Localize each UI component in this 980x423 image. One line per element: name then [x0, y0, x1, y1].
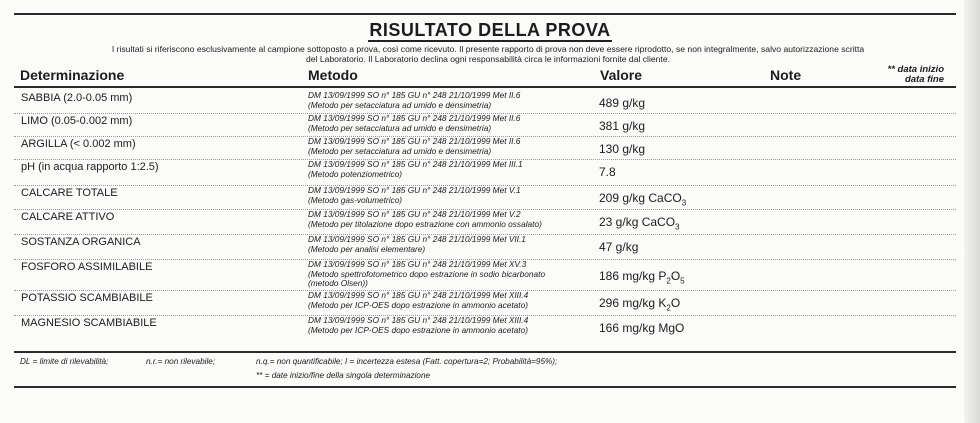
page-edge-shadow	[964, 0, 980, 423]
disclaimer-line-1: I risultati si riferiscono esclusivamente al campione sottoposto a prova, così come ricevuto. Il presente rapporto di prova non deve essere riprodotto, se non integralmente, salvo autorizzazione scritta	[111, 44, 865, 54]
determination-name: CALCARE ATTIVO	[21, 211, 115, 223]
result-value: 489 g/kg	[599, 96, 646, 110]
table-row	[14, 235, 956, 260]
method-text	[308, 137, 520, 156]
method-reference: DM 13/09/1999 SO n° 185 GU n° 248 21/10/1999 Met II.6	[308, 136, 521, 146]
method-reference: DM 13/09/1999 SO n° 185 GU n° 248 21/10/1999 Met V.2	[308, 209, 521, 219]
method-reference: DM 13/09/1999 SO n° 185 GU n° 248 21/10/1999 Met XIII.4	[308, 315, 529, 325]
table-row	[14, 316, 956, 342]
footer-dates: ** = date inizio/fine della singola determinazione	[256, 371, 431, 380]
result-value-cell	[599, 165, 616, 179]
method-description: (Metodo gas-volumetrico)	[308, 194, 403, 205]
method-reference: DM 13/09/1999 SO n° 185 GU n° 248 21/10/1999 Met II.6	[308, 90, 521, 100]
table-row	[14, 260, 956, 291]
determination-name: FOSFORO ASSIMILABILE	[21, 261, 153, 273]
footer-rule	[14, 386, 956, 388]
table-row	[14, 137, 956, 160]
method-reference: DM 13/09/1999 SO n° 185 GU n° 248 21/10/1999 Met III.1	[308, 159, 523, 169]
table-row	[14, 186, 956, 210]
method-text	[308, 316, 528, 335]
result-value-suffix: O	[670, 296, 681, 310]
table-row	[14, 160, 956, 186]
result-value: 7.8	[599, 165, 616, 179]
determination-name: ARGILLA (< 0.002 mm)	[21, 138, 136, 150]
method-reference: DM 13/09/1999 SO n° 185 GU n° 248 21/10/1999 Met XIII.4	[308, 290, 529, 300]
method-description: (Metodo per setacciatura ad umido e densimetria)	[308, 145, 492, 156]
method-text	[308, 210, 542, 229]
determination-name: pH (in acqua rapporto 1:2.5)	[21, 161, 159, 173]
result-value: 166 mg/kg MgO	[599, 321, 685, 335]
table-row	[14, 291, 956, 316]
disclaimer-line-2: del Laboratorio. Il Laboratorio declina ogni responsabilità circa le informazioni fornite dal cliente.	[305, 54, 670, 64]
result-value-cell	[599, 240, 638, 254]
result-value: 130 g/kg	[599, 142, 646, 156]
report-title-text: RISULTATO DELLA PROVA	[369, 20, 611, 40]
report-title	[0, 20, 980, 41]
method-description: (Metodo per titolazione dopo estrazione con ammonio ossalato)	[308, 218, 542, 229]
result-value-suffix: O	[670, 269, 681, 283]
result-value-subscript: 2	[666, 276, 671, 286]
method-text	[308, 114, 520, 133]
determination-name: CALCARE TOTALE	[21, 187, 118, 199]
method-description: (Metodo per ICP-OES dopo estrazione in ammonio acetato)	[308, 324, 528, 335]
method-description-cont: (metodo Olsen))	[308, 278, 368, 288]
table-row	[14, 91, 956, 114]
result-value-cell	[599, 96, 645, 110]
header-valore: Valore	[600, 67, 643, 83]
result-value: 186 mg/kg P	[599, 269, 667, 283]
result-value: 381 g/kg	[599, 119, 646, 133]
footer-nq: n.q.= non quantificabile; I = incertezza estesa (Fatt. copertura=2; Probabilità=95%);	[256, 357, 558, 366]
determination-name: SOSTANZA ORGANICA	[21, 236, 141, 248]
result-value: 296 mg/kg K	[599, 296, 667, 310]
result-value-cell	[599, 215, 680, 231]
header-metodo: Metodo	[308, 67, 358, 83]
table-row	[14, 210, 956, 235]
method-text	[308, 186, 521, 205]
result-value: 23 g/kg CaCO	[599, 215, 676, 229]
footer-dl: DL = limite di rilevabilità;	[20, 357, 109, 366]
result-value-cell	[599, 191, 686, 207]
header-date-end: data fine	[904, 74, 944, 85]
determination-name: POTASSIO SCAMBIABILE	[21, 292, 153, 304]
method-reference: DM 13/09/1999 SO n° 185 GU n° 248 21/10/1999 Met II.6	[308, 113, 521, 123]
header-rule	[14, 86, 956, 88]
table-bottom-rule	[14, 351, 956, 353]
method-text	[308, 235, 526, 254]
method-description: (Metodo per setacciatura ad umido e densimetria)	[308, 99, 492, 110]
header-date-start: ** data inizio	[887, 64, 944, 75]
determination-name: LIMO (0.05-0.002 mm)	[21, 115, 133, 127]
method-text	[308, 160, 523, 179]
result-value: 209 g/kg CaCO	[599, 191, 682, 205]
method-text	[308, 291, 528, 310]
header-determinazione: Determinazione	[20, 67, 125, 83]
top-rule	[14, 13, 956, 15]
method-description: (Metodo per ICP-OES dopo estrazione in ammonio acetato)	[308, 299, 528, 310]
determination-name: SABBIA (2.0-0.05 mm)	[21, 92, 133, 104]
result-value-subscript: 2	[666, 303, 671, 313]
method-text	[308, 260, 545, 289]
header-note: Note	[770, 67, 802, 83]
method-description: (Metodo potenziometrico)	[308, 168, 403, 179]
header-date	[860, 65, 944, 85]
footer-nr: n.r.= non rilevabile;	[146, 357, 216, 366]
result-value-subscript-2: 5	[680, 276, 685, 286]
result-value-subscript: 3	[681, 198, 687, 208]
method-text	[308, 91, 520, 110]
result-value-cell	[599, 119, 645, 133]
method-description: (Metodo per analisi elementare)	[308, 243, 426, 254]
result-value-cell	[599, 142, 645, 156]
method-reference: DM 13/09/1999 SO n° 185 GU n° 248 21/10/1999 Met XV.3	[308, 259, 527, 269]
result-value: 47 g/kg	[599, 240, 639, 254]
determination-name: MAGNESIO SCAMBIABILE	[21, 317, 157, 329]
method-reference: DM 13/09/1999 SO n° 185 GU n° 248 21/10/1999 Met V.1	[308, 185, 521, 195]
method-reference: DM 13/09/1999 SO n° 185 GU n° 248 21/10/1999 Met VII.1	[308, 234, 526, 244]
table-row	[14, 114, 956, 137]
result-value-cell	[599, 321, 684, 335]
method-description: (Metodo per setacciatura ad umido e densimetria)	[308, 122, 492, 133]
result-value-cell	[599, 296, 680, 312]
result-value-cell	[599, 269, 685, 285]
result-value-subscript: 3	[675, 222, 680, 232]
method-description: (Metodo spettrofotometrico dopo estrazione in sodio bicarbonato	[308, 268, 546, 279]
